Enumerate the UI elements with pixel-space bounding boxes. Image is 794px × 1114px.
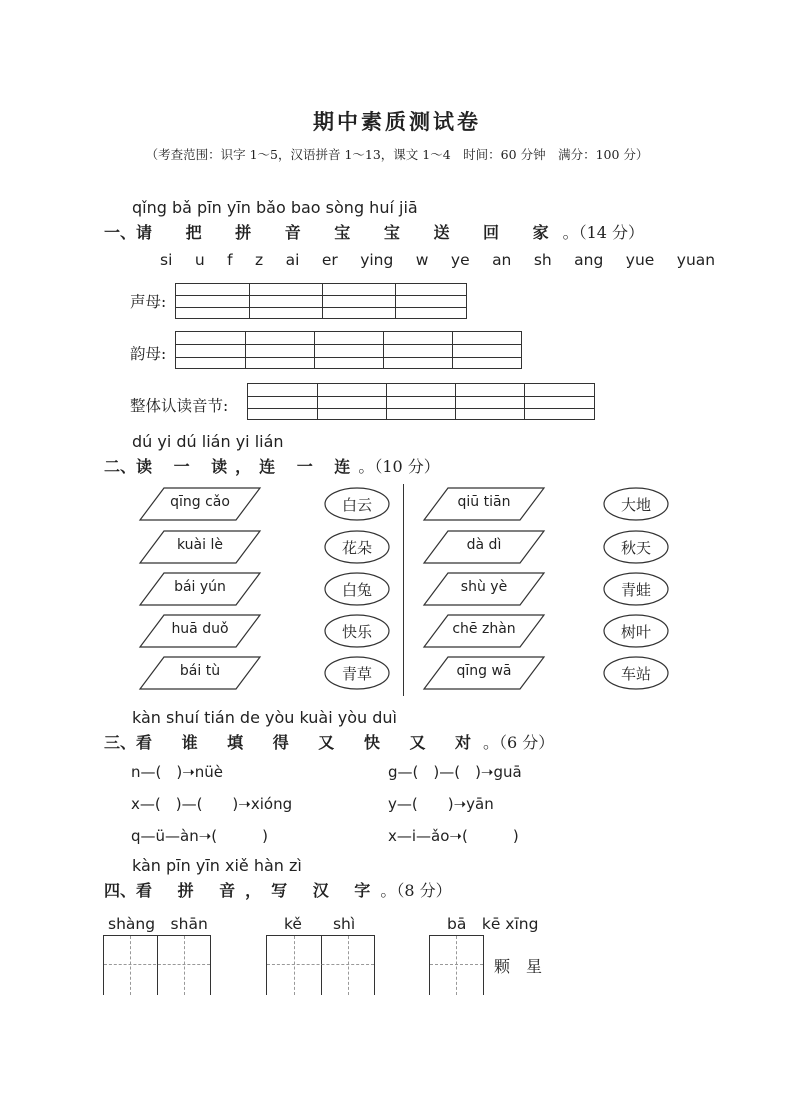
left-pinyin-item[interactable]: bái tù [179,663,221,679]
q2-points: 。（10 分） [358,457,440,476]
q1-number: 一、 [104,223,137,242]
q4-text: 看 拼 音，写 汉 字 [136,881,381,900]
right-pinyin-item[interactable]: shù yè [460,579,508,595]
left-pinyin-item[interactable]: qīng cǎo [170,494,230,510]
right-word-item[interactable]: 树叶 [620,623,651,641]
q1-points: 。（14 分） [562,223,645,242]
left-word-item[interactable]: 花朵 [341,539,372,557]
left-pinyin-item[interactable]: kuài lè [177,537,223,553]
letter-item: si [160,251,173,269]
letter-item: u [194,251,205,269]
q4-heading [104,878,452,901]
q3-number: 三、 [104,733,137,752]
q3-points: 。（6 分） [483,733,555,752]
word-pinyin: bā kē xīng [447,915,539,933]
left-word-item[interactable]: 白兔 [341,581,372,599]
letter-item: f [227,251,233,269]
q4-points: 。（8 分） [380,881,452,900]
q4-number: 四、 [104,881,137,900]
shengmu-label: 声母: [130,293,167,311]
right-word-item[interactable]: 大地 [620,496,651,514]
right-pinyin-item[interactable]: chē zhàn [452,621,516,637]
letter-item: z [255,251,264,269]
letter-item: ye [450,251,470,269]
right-pinyin-item[interactable]: qīng wā [456,663,512,679]
q1-pinyin: qǐng bǎ pīn yīn bǎo bao sòng huí jiā [132,198,418,217]
page-title: 期中素质测试卷 [313,109,481,134]
q2-pinyin: dú yi dú lián yi lián [132,432,284,451]
fill-item[interactable]: q—ü—àn➝( ) [131,827,268,845]
q1-text: 请 把 拼 音 宝 宝 送 回 家 [136,223,563,242]
letter-item: sh [533,251,552,269]
letter-item: an [492,251,512,269]
q3-text: 看 谁 填 得 又 快 又 对 [136,733,484,752]
right-pinyin-item[interactable]: dà dì [466,537,502,553]
fill-item[interactable]: n—( )➝nüè [131,763,224,781]
fill-item[interactable]: y—( )➝yān [388,795,494,813]
right-word-item[interactable]: 车站 [620,665,651,683]
fill-item[interactable]: x—i—ǎo➝( ) [388,827,519,845]
letter-item: yue [625,251,655,269]
yunmu-label: 韵母: [130,345,167,363]
q3-heading [104,730,554,753]
left-word-item[interactable]: 快乐 [341,623,372,641]
given-characters: 颗 星 [494,957,543,976]
q4-pinyin: kàn pīn yīn xiě hàn zì [132,856,302,875]
writing-grid[interactable] [103,935,211,995]
word-pinyin: shàng shān [108,915,208,933]
letter-item: ying [360,251,394,269]
q2-number: 二、 [104,457,137,476]
q2-text: 读 一 读，连 一 连 [136,457,359,476]
column-divider [403,484,404,696]
exam-scope: （考查范围：识字 1～5，汉语拼音 1～13，课文 1～4 时间：60 分钟 满分：100 分） [145,147,649,162]
fill-item[interactable]: g—( )—( )➝guā [388,763,522,781]
word-pinyin: kě shì [284,915,356,933]
left-pinyin-item[interactable]: bái yún [174,579,226,595]
letter-item: yuan [676,251,716,269]
zhengti-label: 整体认读音节: [130,397,229,415]
left-word-item[interactable]: 白云 [341,496,372,514]
letter-item: ai [285,251,300,269]
right-word-item[interactable]: 秋天 [620,539,651,557]
writing-grid[interactable] [266,935,375,995]
letter-item: ang [574,251,604,269]
right-word-item[interactable]: 青蛙 [620,581,651,599]
letter-item: w [415,251,429,269]
right-pinyin-item[interactable]: qiū tiān [457,494,511,510]
letter-item: er [321,251,338,269]
writing-grid[interactable] [429,935,484,995]
fill-item[interactable]: x—( )—( )➝xióng [131,795,293,813]
left-pinyin-item[interactable]: huā duǒ [171,621,229,637]
left-word-item[interactable]: 青草 [341,665,372,683]
q3-pinyin: kàn shuí tián de yòu kuài yòu duì [132,708,397,727]
